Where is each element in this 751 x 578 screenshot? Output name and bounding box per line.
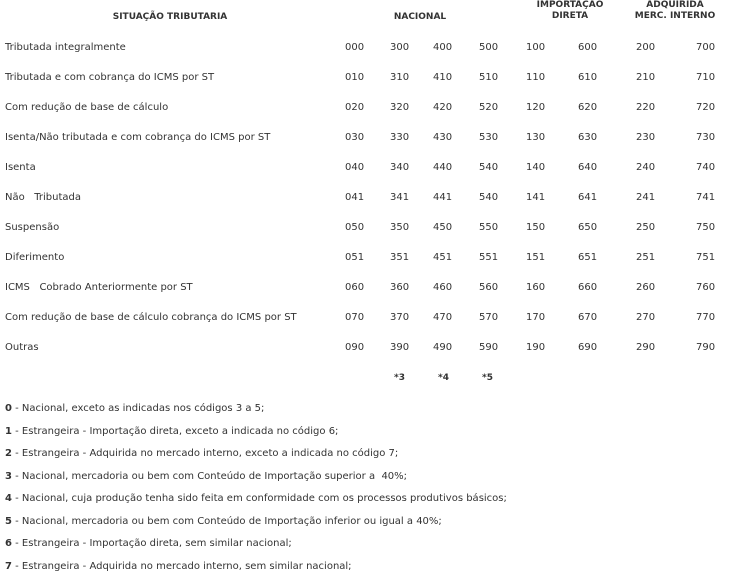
code-cell: 351 bbox=[390, 251, 409, 265]
code-cell: 460 bbox=[433, 281, 452, 295]
code-cell: 570 bbox=[479, 311, 498, 325]
code-cell: 440 bbox=[433, 161, 452, 175]
code-cell: 620 bbox=[578, 101, 597, 115]
header-importacao-line2: DIRETA bbox=[520, 11, 620, 22]
code-cell: 760 bbox=[696, 281, 715, 295]
code-cell: 020 bbox=[345, 101, 364, 115]
table-row bbox=[0, 101, 751, 115]
code-cell: 151 bbox=[526, 251, 545, 265]
code-cell: 651 bbox=[578, 251, 597, 265]
table-row bbox=[0, 41, 751, 55]
list-item bbox=[5, 511, 745, 534]
code-cell: 350 bbox=[390, 221, 409, 235]
code-cell: 170 bbox=[526, 311, 545, 325]
code-cell: 100 bbox=[526, 41, 545, 55]
table-row bbox=[0, 341, 751, 355]
code-cell: 470 bbox=[433, 311, 452, 325]
code-cell: 051 bbox=[345, 251, 364, 265]
header-adquirida-line1: ADQUIRIDA bbox=[620, 0, 730, 11]
code-cell: 441 bbox=[433, 191, 452, 205]
code-cell: 720 bbox=[696, 101, 715, 115]
footnote-marker-5: *5 bbox=[482, 372, 493, 384]
code-cell: 241 bbox=[636, 191, 655, 205]
code-cell: 500 bbox=[479, 41, 498, 55]
origin-code: 0 bbox=[5, 403, 12, 414]
code-cell: 240 bbox=[636, 161, 655, 175]
code-cell: 750 bbox=[696, 221, 715, 235]
row-label: Outras bbox=[5, 341, 39, 355]
code-cell: 120 bbox=[526, 101, 545, 115]
code-cell: 210 bbox=[636, 71, 655, 85]
footnote-marker-3: *3 bbox=[394, 372, 405, 384]
row-label: Com redução de base de cálculo cobrança do ICMS por ST bbox=[5, 311, 297, 325]
code-cell: 770 bbox=[696, 311, 715, 325]
code-cell: 090 bbox=[345, 341, 364, 355]
code-cell: 141 bbox=[526, 191, 545, 205]
table-row bbox=[0, 161, 751, 175]
code-cell: 190 bbox=[526, 341, 545, 355]
list-item bbox=[5, 443, 745, 466]
code-cell: 260 bbox=[636, 281, 655, 295]
code-cell: 030 bbox=[345, 131, 364, 145]
code-cell: 741 bbox=[696, 191, 715, 205]
row-label: Isenta bbox=[5, 161, 36, 175]
code-cell: 290 bbox=[636, 341, 655, 355]
code-cell: 320 bbox=[390, 101, 409, 115]
table-row bbox=[0, 131, 751, 145]
table-row bbox=[0, 221, 751, 235]
code-cell: 220 bbox=[636, 101, 655, 115]
code-cell: 590 bbox=[479, 341, 498, 355]
origin-code: 6 bbox=[5, 538, 12, 549]
code-cell: 040 bbox=[345, 161, 364, 175]
origin-description: - Nacional, exceto as indicadas nos códigos 3 a 5; bbox=[12, 403, 264, 414]
code-cell: 751 bbox=[696, 251, 715, 265]
code-cell: 410 bbox=[433, 71, 452, 85]
code-cell: 341 bbox=[390, 191, 409, 205]
origin-code: 5 bbox=[5, 516, 12, 527]
header-adquirida-line2: MERC. INTERNO bbox=[620, 11, 730, 22]
code-cell: 300 bbox=[390, 41, 409, 55]
code-cell: 370 bbox=[390, 311, 409, 325]
code-cell: 510 bbox=[479, 71, 498, 85]
origin-description: - Nacional, mercadoria ou bem com Conteúdo de Importação inferior ou igual a 40%; bbox=[12, 516, 442, 527]
header-situacao-tributaria: SITUAÇÃO TRIBUTARIA bbox=[95, 12, 245, 23]
code-cell: 230 bbox=[636, 131, 655, 145]
code-cell: 400 bbox=[433, 41, 452, 55]
footnote-marker-4: *4 bbox=[438, 372, 449, 384]
row-label: Não Tributada bbox=[5, 191, 81, 205]
code-cell: 550 bbox=[479, 221, 498, 235]
origin-description: - Nacional, cuja produção tenha sido feita em conformidade com os processos produtivos básicos; bbox=[12, 493, 507, 504]
code-cell: 070 bbox=[345, 311, 364, 325]
code-cell: 420 bbox=[433, 101, 452, 115]
code-cell: 670 bbox=[578, 311, 597, 325]
code-cell: 150 bbox=[526, 221, 545, 235]
code-cell: 551 bbox=[479, 251, 498, 265]
origin-description: - Nacional, mercadoria ou bem com Conteúdo de Importação superior a 40%; bbox=[12, 471, 407, 482]
code-cell: 200 bbox=[636, 41, 655, 55]
code-cell: 540 bbox=[479, 161, 498, 175]
code-cell: 250 bbox=[636, 221, 655, 235]
code-cell: 430 bbox=[433, 131, 452, 145]
code-cell: 600 bbox=[578, 41, 597, 55]
origin-codes-legend bbox=[5, 398, 745, 578]
origin-description: - Estrangeira - Adquirida no mercado interno, exceto a indicada no código 7; bbox=[12, 448, 398, 459]
code-cell: 450 bbox=[433, 221, 452, 235]
origin-code: 3 bbox=[5, 471, 12, 482]
code-cell: 360 bbox=[390, 281, 409, 295]
code-cell: 640 bbox=[578, 161, 597, 175]
code-cell: 650 bbox=[578, 221, 597, 235]
code-cell: 000 bbox=[345, 41, 364, 55]
code-cell: 560 bbox=[479, 281, 498, 295]
code-cell: 520 bbox=[479, 101, 498, 115]
code-cell: 251 bbox=[636, 251, 655, 265]
list-item bbox=[5, 533, 745, 556]
row-label: Diferimento bbox=[5, 251, 64, 265]
origin-code: 4 bbox=[5, 493, 12, 504]
code-cell: 050 bbox=[345, 221, 364, 235]
code-cell: 610 bbox=[578, 71, 597, 85]
code-cell: 160 bbox=[526, 281, 545, 295]
code-cell: 700 bbox=[696, 41, 715, 55]
header-importacao-direta bbox=[520, 0, 620, 22]
code-cell: 340 bbox=[390, 161, 409, 175]
list-item bbox=[5, 421, 745, 444]
code-cell: 330 bbox=[390, 131, 409, 145]
code-cell: 490 bbox=[433, 341, 452, 355]
list-item bbox=[5, 488, 745, 511]
code-cell: 690 bbox=[578, 341, 597, 355]
origin-code: 7 bbox=[5, 561, 12, 572]
header-nacional: NACIONAL bbox=[380, 12, 460, 23]
code-cell: 140 bbox=[526, 161, 545, 175]
code-cell: 730 bbox=[696, 131, 715, 145]
code-cell: 540 bbox=[479, 191, 498, 205]
list-item bbox=[5, 398, 745, 421]
row-label: Suspensão bbox=[5, 221, 59, 235]
list-item bbox=[5, 466, 745, 489]
code-cell: 530 bbox=[479, 131, 498, 145]
row-label: ICMS Cobrado Anteriormente por ST bbox=[5, 281, 193, 295]
table-row bbox=[0, 281, 751, 295]
code-cell: 310 bbox=[390, 71, 409, 85]
code-cell: 641 bbox=[578, 191, 597, 205]
origin-code: 1 bbox=[5, 426, 12, 437]
header-importacao-line1: IMPORTAÇÃO bbox=[520, 0, 620, 11]
origin-description: - Estrangeira - Importação direta, sem similar nacional; bbox=[12, 538, 292, 549]
code-cell: 041 bbox=[345, 191, 364, 205]
code-cell: 010 bbox=[345, 71, 364, 85]
row-label: Tributada integralmente bbox=[5, 41, 126, 55]
code-cell: 790 bbox=[696, 341, 715, 355]
row-label: Tributada e com cobrança do ICMS por ST bbox=[5, 71, 214, 85]
header-adquirida-merc-interno bbox=[620, 0, 730, 22]
code-cell: 270 bbox=[636, 311, 655, 325]
row-label: Isenta/Não tributada e com cobrança do ICMS por ST bbox=[5, 131, 270, 145]
code-cell: 630 bbox=[578, 131, 597, 145]
code-cell: 110 bbox=[526, 71, 545, 85]
code-cell: 390 bbox=[390, 341, 409, 355]
list-item bbox=[5, 556, 745, 578]
table-row bbox=[0, 251, 751, 265]
code-cell: 710 bbox=[696, 71, 715, 85]
table-row bbox=[0, 311, 751, 325]
table-row bbox=[0, 191, 751, 205]
table-row bbox=[0, 71, 751, 85]
code-cell: 060 bbox=[345, 281, 364, 295]
code-cell: 130 bbox=[526, 131, 545, 145]
code-cell: 660 bbox=[578, 281, 597, 295]
code-cell: 740 bbox=[696, 161, 715, 175]
origin-code: 2 bbox=[5, 448, 12, 459]
origin-description: - Estrangeira - Importação direta, exceto a indicada no código 6; bbox=[12, 426, 338, 437]
origin-description: - Estrangeira - Adquirida no mercado interno, sem similar nacional; bbox=[12, 561, 352, 572]
row-label: Com redução de base de cálculo bbox=[5, 101, 168, 115]
code-cell: 451 bbox=[433, 251, 452, 265]
